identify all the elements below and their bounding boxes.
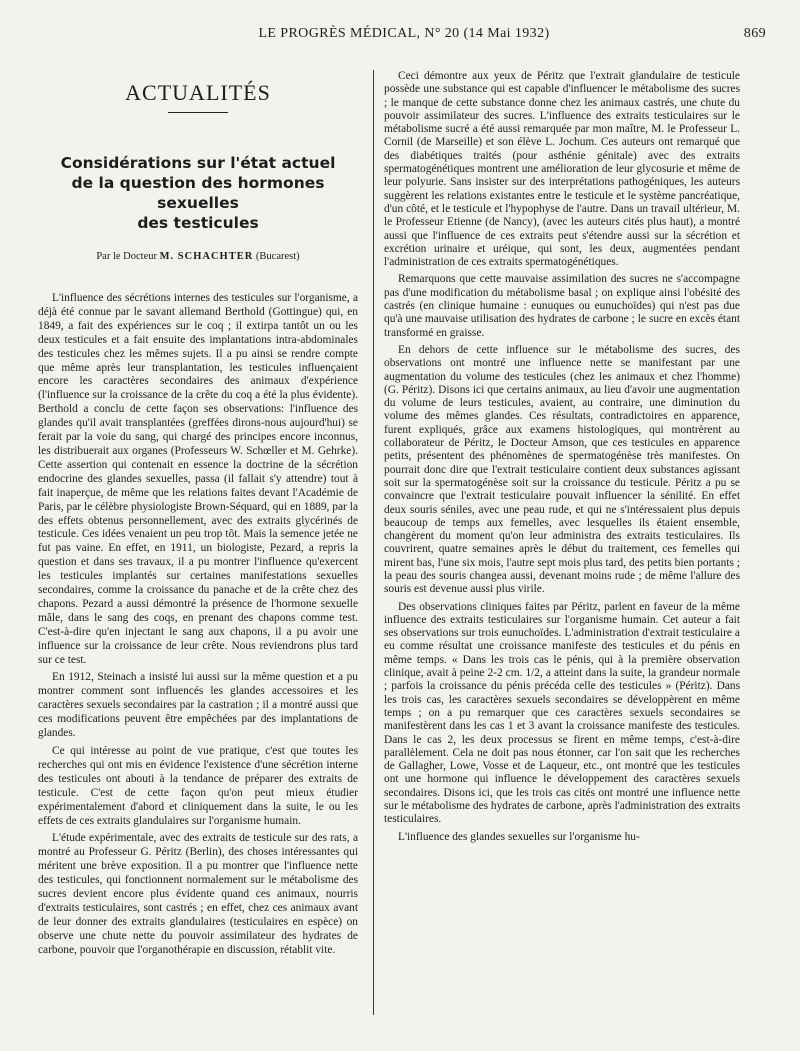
column-divider: [373, 70, 374, 1015]
section-title: ACTUALITÉS: [125, 80, 271, 105]
article-title-line: des testicules: [137, 214, 259, 232]
byline-prefix: Par le Docteur: [96, 251, 157, 262]
article-title-line: Considérations sur l'état actuel: [60, 154, 336, 172]
section-divider: [168, 112, 228, 113]
right-column: [384, 70, 740, 848]
article-title: [38, 153, 358, 233]
page-number: 869: [743, 26, 766, 41]
left-column: [38, 72, 358, 962]
byline: [38, 251, 358, 262]
paragraph: L'étude expérimentale, avec des extraits de testicule sur des rats, a montré au Professeur G. Péritz (Berlin), des choses intéressantes qui méritent une brève exposition. Il a pu montrer que l'influence nette des testicules, qui fonctionnent normalement sur le métabolisme des sucres devient encore plus évidente quand ces animaux, nourris d'extraits testiculaires, sont castrés ; en effet, chez ces animaux avant de leur donner des extraits glandulaires (testiculaires en espèce) on observe une chute nette du pouvoir assimilateur des hydrates de carbone, pouvoir que l'organothérapie en discussion, rétablit vite.: [38, 832, 358, 956]
author-name: M. SCHACHTER: [159, 251, 254, 262]
article-title-line: de la question des hormones sexuelles: [71, 174, 325, 212]
paragraph: En dehors de cette influence sur le métabolisme des sucres, des observations ont montré une influence nette se manifestant par une augmentation du volume des testicules (chez les animaux et chez l'homme) (G. Péritz). Disons ici que certains animaux, au lieu d'avoir une augmentation du volume de leurs testicules, avaient, au contraire, une diminution du volume des mêmes glandes. Ces résultats, contradictoires en apparence, furent expliqués, grâce aux examens histologiques, qui montrèrent au collaborateur de Péritz, le Docteur Amson, que ces testicules en apparence petits, présentent des phénomènes de spermatogénèse très manifestes. On pourrait donc dire que l'extrait testiculaire contient deux substances agissant soit sur la spermatogénèse soit sur la croissance du testicule. Péritz a pu se convaincre que l'extrait testiculaire pouvait influencer la sénilité. En effet deux souris séniles, avec une peau rude, et qui ne s'intéressaient plus depuis beaucoup de temps aux femelles, avec lesquelles ils étaient ensemble, changèrent du moment qu'on leur administra des extraits testiculaires. Ils couvrirent, quatre semaines après le début du traitement, ces femelles qui mirent bas, l'une six mois, l'autre sept mois plus tard, des petits bien portants ; la peau des souris changea aussi, devenant moins rude ; de même l'allure des souris est devenue aussi plus virile.: [384, 343, 740, 596]
paragraph: Ce qui intéresse au point de vue pratique, c'est que toutes les recherches qui ont mis en évidence l'existence d'une sécrétion interne des testicules ont abouti à la tendance de préparer des extraits de testicule. C'est de cette façon qu'on peut mieux étudier expérimentalement d'abord et cliniquement dans la suite, le ou les effets de ces extraits glandulaires sur l'organisme humain.: [38, 745, 358, 827]
paragraph: Des observations cliniques faites par Péritz, parlent en faveur de la même influence des extraits testiculaires sur l'organisme humain. Cet auteur a fait ses observations sur trois eunuchoïdes. L'administration d'extrait testiculaire a eu comme résultat une croissance manifeste des testicules et du pénis en même temps. « Dans les trois cas le pénis, qui à la première observation clinique, avait à peine 2-2 cm. 1/2, a atteint dans la suite, la grandeur normale ; parfois la croissance du pénis précéda celle des testicules » (Péritz). Dans les trois cas, les caractères sexuels secondaires se développèrent en même temps ; on a pu remarquer que ces caractères sexuels secondaires se manifestèrent dans les cas 1 et 3 avant la croissance manifeste des testicules. Dans le cas 2, les deux processus se firent en même temps, c'est-à-dire parallèlement. Cela ne doit pas nous étonner, car l'on sait que les recherches de Gallagher, Lowe, Vosse et de Laqueur, etc., ont montré que les testicules ont une hormone qui influence le développement des caractères sexuels secondaires. Disons ici, que les trois cas cités ont montré une influence nette sur le métabolisme des hydrates de carbone, après l'administration des extraits testiculaires.: [384, 600, 741, 826]
author-location: (Bucarest): [255, 251, 300, 262]
paragraph: L'influence des sécrétions internes des testicules sur l'organisme, a déjà été connue par le savant allemand Berthold (Gottingue) qui, en 1849, a fait des expériences sur le coq ; il extirpa tantôt un ou les deux testicules et a fait ensuite des implantations intra-abdominales des testicules chez les mêmes sujets. Il a pu ainsi se rendre compte que même après leur transplantation, les testicules influençaient encore les caractères secondaires des animaux d'expérience (l'influence sur la croissance de la crête du coq a été la plus évidente). Berthold a conclu de cette façon ses observations: l'influence des glandes qu'il avait transplantées (greffées dirons-nous aujourd'hui) se ferait par la voie du sang, qui chargé des principes encore inconnus, les distribuerait aux organes (Professeurs W. Schœller et M. Gehrke). Cette assertion qui contenait en essence la doctrine de la sécrétion endocrine des glandes sexuelles, passa (il fallait s'y attendre) tout à fait inaperçue, de même que les relations faites devant l'Académie de Paris, par le célèbre physiologiste Brown-Séquard, qui en 1889, par la des effets obtenus personnellement, avec des extraits glycérinés de testicule. Ces idées venaient un peu trop tôt. Mais la semence jetée ne fut pas vaine. En effet, en 1911, un biologiste, Pezard, a repris la question et dans ses travaux, il a pu montrer l'influence qu'exercent les testicules implantés sur certaines manifestations sexuelles secondaires, comme la croissance du panache et de la crête chez des chapons. Pezard a aussi démontré la présence de l'hormone sexuelle mâle, dans le sang des coqs, en prenant des chapons comme test. C'est-à-dire qu'en injectant le sang aux chapons, il a pu avoir une influence sur la croissance de leur crête. Nous reviendrons plus tard sur ce test.: [38, 292, 358, 666]
paragraph: L'influence des glandes sexuelles sur l'organisme hu-: [398, 830, 640, 843]
paragraph: En 1912, Steinach a insisté lui aussi sur la même question et a pu montrer comment sont influencés les glandes accessoires et les caractères sexuels secondaires par la castration ; il a montré aussi que ces modifications peuvent être empêchées par des implantations de glandes.: [38, 671, 358, 740]
journal-title: LE PROGRÈS MÉDICAL, N° 20 (14 Mai 1932): [258, 26, 550, 41]
paragraph: Ceci démontre aux yeux de Péritz que l'extrait glandulaire de testicule possède une substance qui est capable d'influencer le métabolisme des sucres ; le manque de cette substance donne chez les animaux castrés, une chute du pouvoir assimilateur des sucres. L'influence des extraits testiculaires sur le métabolisme sucré a été aussi remarquée par mon maître, M. le Professeur L. Cornil (de Marseille) et son élève L. Jochum. Ces auteurs ont remarqué que des diabétiques traités (pour asthénie génitale) avec des extraits spermatogénétiques montrent une amélioration de leur glycosurie et même de leur polyurie. Sans insister sur des interprétations pathogéniques, les auteurs suggèrent les relations existantes entre le testicule et le système pancréatique, d'un côté, et le testicule et l'hypophyse de l'autre. Dans un travail ultérieur, M. le Professeur Etienne (de Nancy), (avec les auteurs cités plus haut), a montré aussi que l'influence de ces extraits peut s'étendre aussi sur la sécrétion et excrétion urinaire et uréique, qui sont, les deux, augmentées pendant l'administration de ces extraits spermatogénétiques.: [384, 70, 740, 269]
running-header: [38, 26, 770, 48]
paragraph: Remarquons que cette mauvaise assimilation des sucres ne s'accompagne pas d'une modification du métabolisme basal ; on explique ainsi l'obésité des castrés (en clinique humaine : eunuques ou eunuchoïdes) qui n'est pas due qu'à une mauvaise utilisation des hydrates de carbone ; le sucre en excès étant transformé en graisse.: [384, 273, 740, 339]
